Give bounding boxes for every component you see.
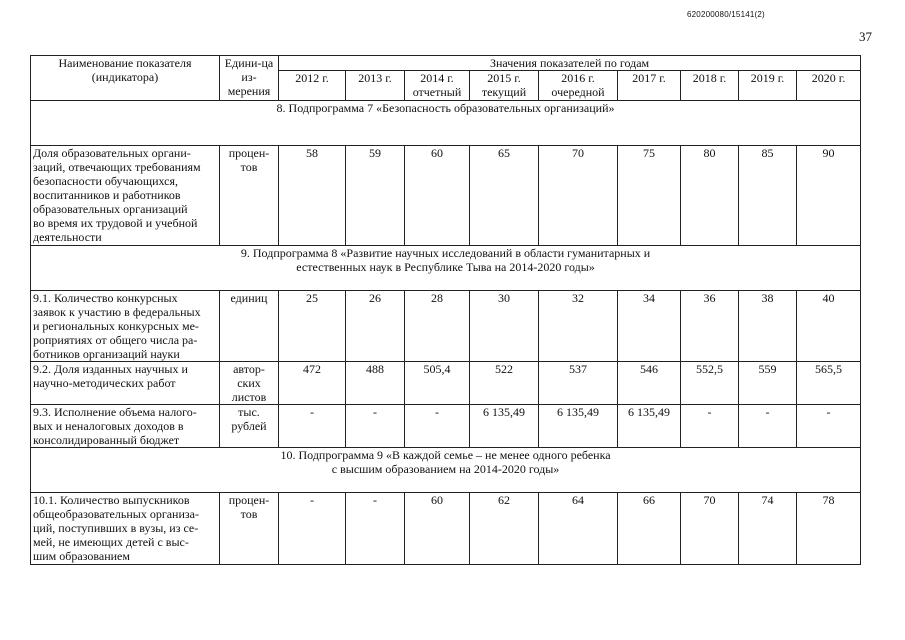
value-cell: 552,5 [681,362,739,405]
value-cell: 74 [739,493,797,565]
indicator-line: ботников организаций науки [33,347,180,361]
indicator-line: заявок к участию в федеральных [33,305,201,319]
unit-line: листов [231,390,267,404]
indicator-line: консолидированный бюджет [33,433,180,447]
unit-cell [220,291,279,362]
section-title [31,101,861,146]
unit-cell [220,405,279,448]
document-id: 620200080/15141(2) [687,10,765,19]
unit-cell [220,146,279,246]
value-cell: 58 [279,146,346,246]
unit-line: рублей [231,419,267,433]
value-cell: - [405,405,470,448]
value-cell: - [739,405,797,448]
indicator-cell [31,362,220,405]
header-year-note: очередной [551,85,605,99]
value-cell: 75 [618,146,681,246]
indicator-line: вых и неналоговых доходов в [33,419,184,433]
value-cell: - [279,405,346,448]
value-cell: - [681,405,739,448]
indicator-line: заций, отвечающих требованиям [33,160,201,174]
value-cell: 30 [470,291,539,362]
indicator-line: Доля образовательных органи- [33,146,191,160]
table-row [31,146,861,246]
value-cell: 26 [346,291,405,362]
unit-line: тов [240,160,258,174]
section-row [31,101,861,146]
value-cell: 6 135,49 [470,405,539,448]
indicator-line: 10.1. Количество выпускников [33,493,190,507]
section-title-line: 10. Подпрограмма 9 «В каждой семье – не менее одного ребенка [280,448,611,462]
table-row [31,405,861,448]
value-cell: 59 [346,146,405,246]
table-row [31,291,861,362]
value-cell: 505,4 [405,362,470,405]
value-cell: - [346,405,405,448]
header-year-label: 2013 г. [358,71,392,85]
indicator-line: шим образованием [33,549,130,563]
section-row [31,246,861,291]
value-cell: 85 [739,146,797,246]
unit-cell [220,362,279,405]
header-year-label: 2015 г. [487,71,521,85]
value-cell: - [797,405,861,448]
indicator-line: ций, поступивших в вузы, из се- [33,521,199,535]
value-cell: 90 [797,146,861,246]
header-year-2 [405,71,470,101]
section-title [31,448,861,493]
indicator-line: роприятиях от общего числа ра- [33,333,198,347]
indicator-line: мей, не имеющих детей с выс- [33,535,189,549]
value-cell: 38 [739,291,797,362]
value-cell: 60 [405,493,470,565]
value-cell: 80 [681,146,739,246]
header-indicator: Наименование показателя (индикатора) [31,56,220,101]
value-cell: 522 [470,362,539,405]
table-row [31,362,861,405]
value-cell: 546 [618,362,681,405]
header-year-4 [539,71,618,101]
section-title-line: 8. Подпрограмма 7 «Безопасность образовательных организаций» [276,101,615,115]
header-year-label: 2019 г. [750,71,785,85]
header-year-note: отчетный [412,85,462,99]
value-cell: - [279,493,346,565]
section-title-line: естественных наук в Республике Тыва на 2014-2020 годы» [296,260,595,274]
indicator-line: 9.3. Исполнение объема налого- [33,405,197,419]
unit-line: процен- [228,146,270,160]
value-cell: 70 [681,493,739,565]
value-cell: 565,5 [797,362,861,405]
value-cell: 40 [797,291,861,362]
value-cell: 32 [539,291,618,362]
header-year-label: 2014 г. [420,71,454,85]
header-year-label: 2020 г. [811,71,846,85]
value-cell: 64 [539,493,618,565]
header-year-5 [618,71,681,101]
indicators-table [30,55,861,565]
unit-cell [220,493,279,565]
value-cell: 62 [470,493,539,565]
indicator-line: 9.2. Доля изданных научных и [33,362,188,376]
header-year-note: текущий [481,85,527,99]
table-body [31,56,861,565]
value-cell: 66 [618,493,681,565]
unit-line: ских [237,376,261,390]
unit-line: автор- [233,362,265,376]
header-year-1 [346,71,405,101]
header-unit: Едини-ца из-мерения [220,56,279,101]
value-cell: 488 [346,362,405,405]
value-cell: 70 [539,146,618,246]
unit-line: тов [240,507,258,521]
value-cell: 472 [279,362,346,405]
value-cell: 28 [405,291,470,362]
header-year-8 [797,71,861,101]
unit-line: процен- [228,493,270,507]
indicator-line: общеобразовательных организа- [33,507,199,521]
table-row [31,493,861,565]
indicator-line: 9.1. Количество конкурсных [33,291,178,305]
value-cell: 25 [279,291,346,362]
value-cell: 6 135,49 [618,405,681,448]
header-year-label: 2016 г. [561,71,595,85]
value-cell: 36 [681,291,739,362]
indicator-cell [31,493,220,565]
header-year-label: 2012 г. [295,71,329,85]
header-year-label: 2018 г. [692,71,727,85]
indicator-cell [31,291,220,362]
page-number: 37 [859,29,872,44]
value-cell: - [346,493,405,565]
section-row [31,448,861,493]
value-cell: 78 [797,493,861,565]
section-title-line: с высшим образованием на 2014-2020 годы» [331,462,560,476]
indicator-line: безопасности обучающихся, [33,174,179,188]
header-year-3 [470,71,539,101]
indicator-line: образовательных организаций [33,202,188,216]
indicator-cell [31,405,220,448]
value-cell: 65 [470,146,539,246]
unit-line: тыс. [238,405,260,419]
section-title [31,246,861,291]
indicator-cell [31,146,220,246]
indicator-line: во время их трудовой и учебной [33,216,198,230]
header-year-0 [279,71,346,101]
indicator-line: и региональных конкурсных ме- [33,319,199,333]
header-year-7 [739,71,797,101]
section-title-line: 9. Подпрограмма 8 «Развитие научных исследований в области гуманитарных и [240,246,651,260]
indicator-line: воспитанников и работников [33,188,181,202]
header-year-label: 2017 г. [632,71,666,85]
value-cell: 60 [405,146,470,246]
value-cell: 6 135,49 [539,405,618,448]
header-year-6 [681,71,739,101]
header-values-caption: Значения показателей по годам [279,56,861,71]
value-cell: 559 [739,362,797,405]
unit-line: единиц [230,291,268,305]
value-cell: 34 [618,291,681,362]
indicator-line: научно-методических работ [33,376,176,390]
indicator-line: деятельности [33,230,102,244]
value-cell: 537 [539,362,618,405]
